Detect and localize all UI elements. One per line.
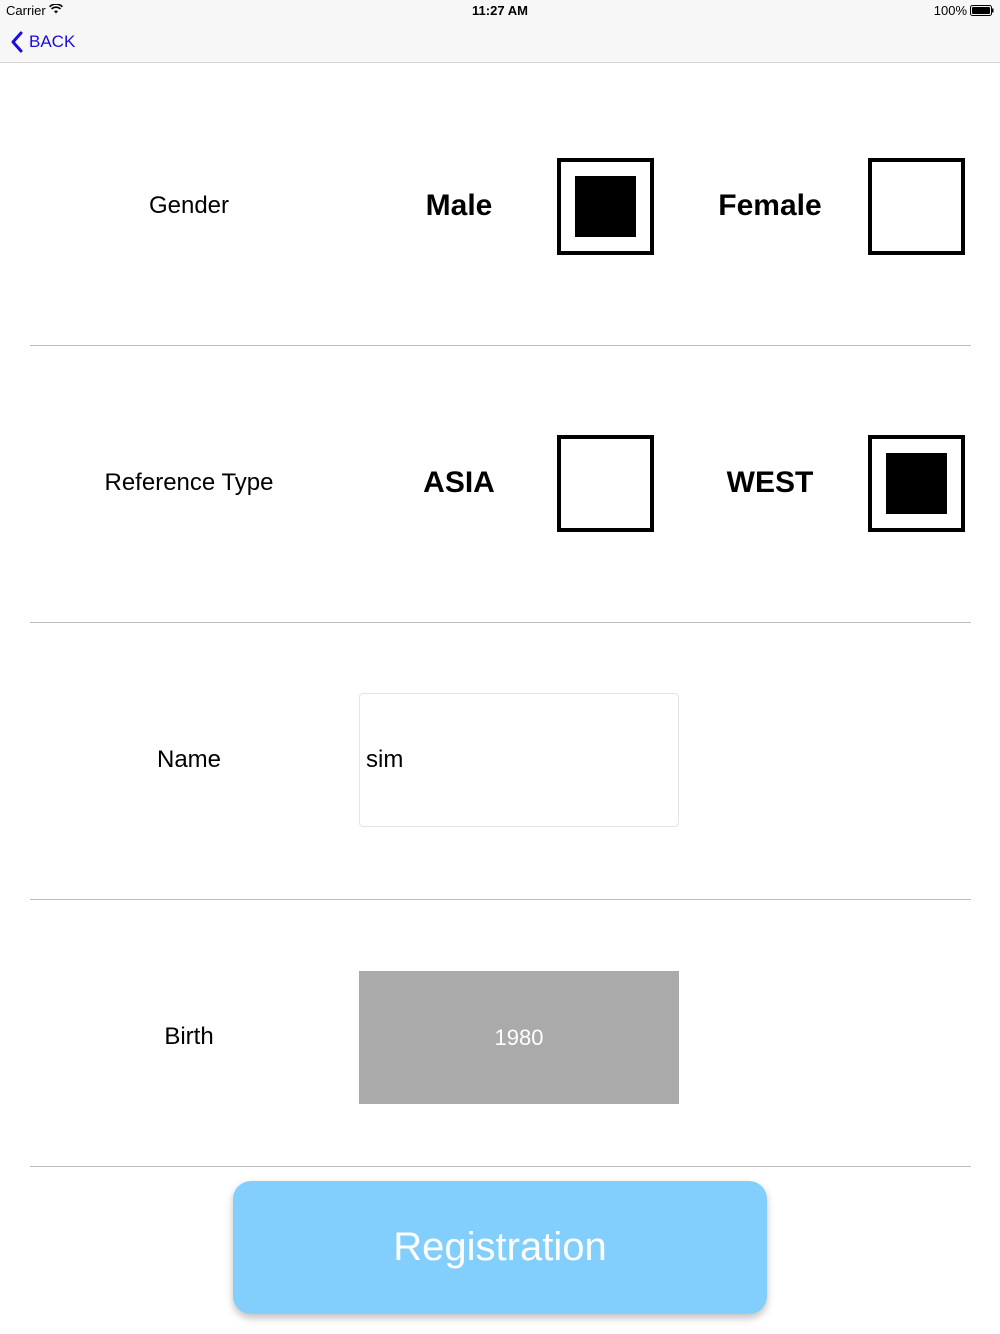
status-bar [0, 0, 1000, 22]
birth-year-picker[interactable] [359, 971, 679, 1104]
battery-percentage: 100% [933, 3, 967, 18]
west-label: WEST [726, 466, 814, 499]
asia-checkbox[interactable] [557, 435, 654, 532]
female-label: Female [718, 189, 822, 222]
female-checkbox[interactable] [868, 158, 965, 255]
male-label: Male [425, 189, 493, 222]
navigation-bar [0, 22, 1000, 63]
back-button[interactable] [10, 30, 75, 54]
name-input[interactable] [359, 693, 679, 827]
status-time: 11:27 AM [472, 3, 528, 18]
west-checkbox[interactable] [868, 435, 965, 532]
chevron-left-icon [10, 31, 24, 53]
birth-label: Birth [164, 1023, 214, 1050]
checkbox-checked-mark [575, 176, 636, 237]
asia-label: ASIA [423, 466, 495, 499]
name-label: Name [156, 746, 222, 773]
divider [30, 622, 971, 623]
registration-label: Registration [393, 1225, 607, 1269]
battery-icon [970, 5, 994, 16]
birth-year-value: 1980 [494, 1024, 544, 1050]
gender-label: Gender [148, 192, 230, 219]
divider [30, 1166, 971, 1167]
male-checkbox[interactable] [557, 158, 654, 255]
checkbox-checked-mark [886, 453, 947, 514]
registration-button[interactable] [233, 1181, 767, 1314]
back-label: BACK [29, 32, 76, 51]
divider [30, 899, 971, 900]
carrier-label: Carrier [6, 3, 46, 18]
reference-type-label: Reference Type [104, 469, 274, 496]
divider [30, 345, 971, 346]
